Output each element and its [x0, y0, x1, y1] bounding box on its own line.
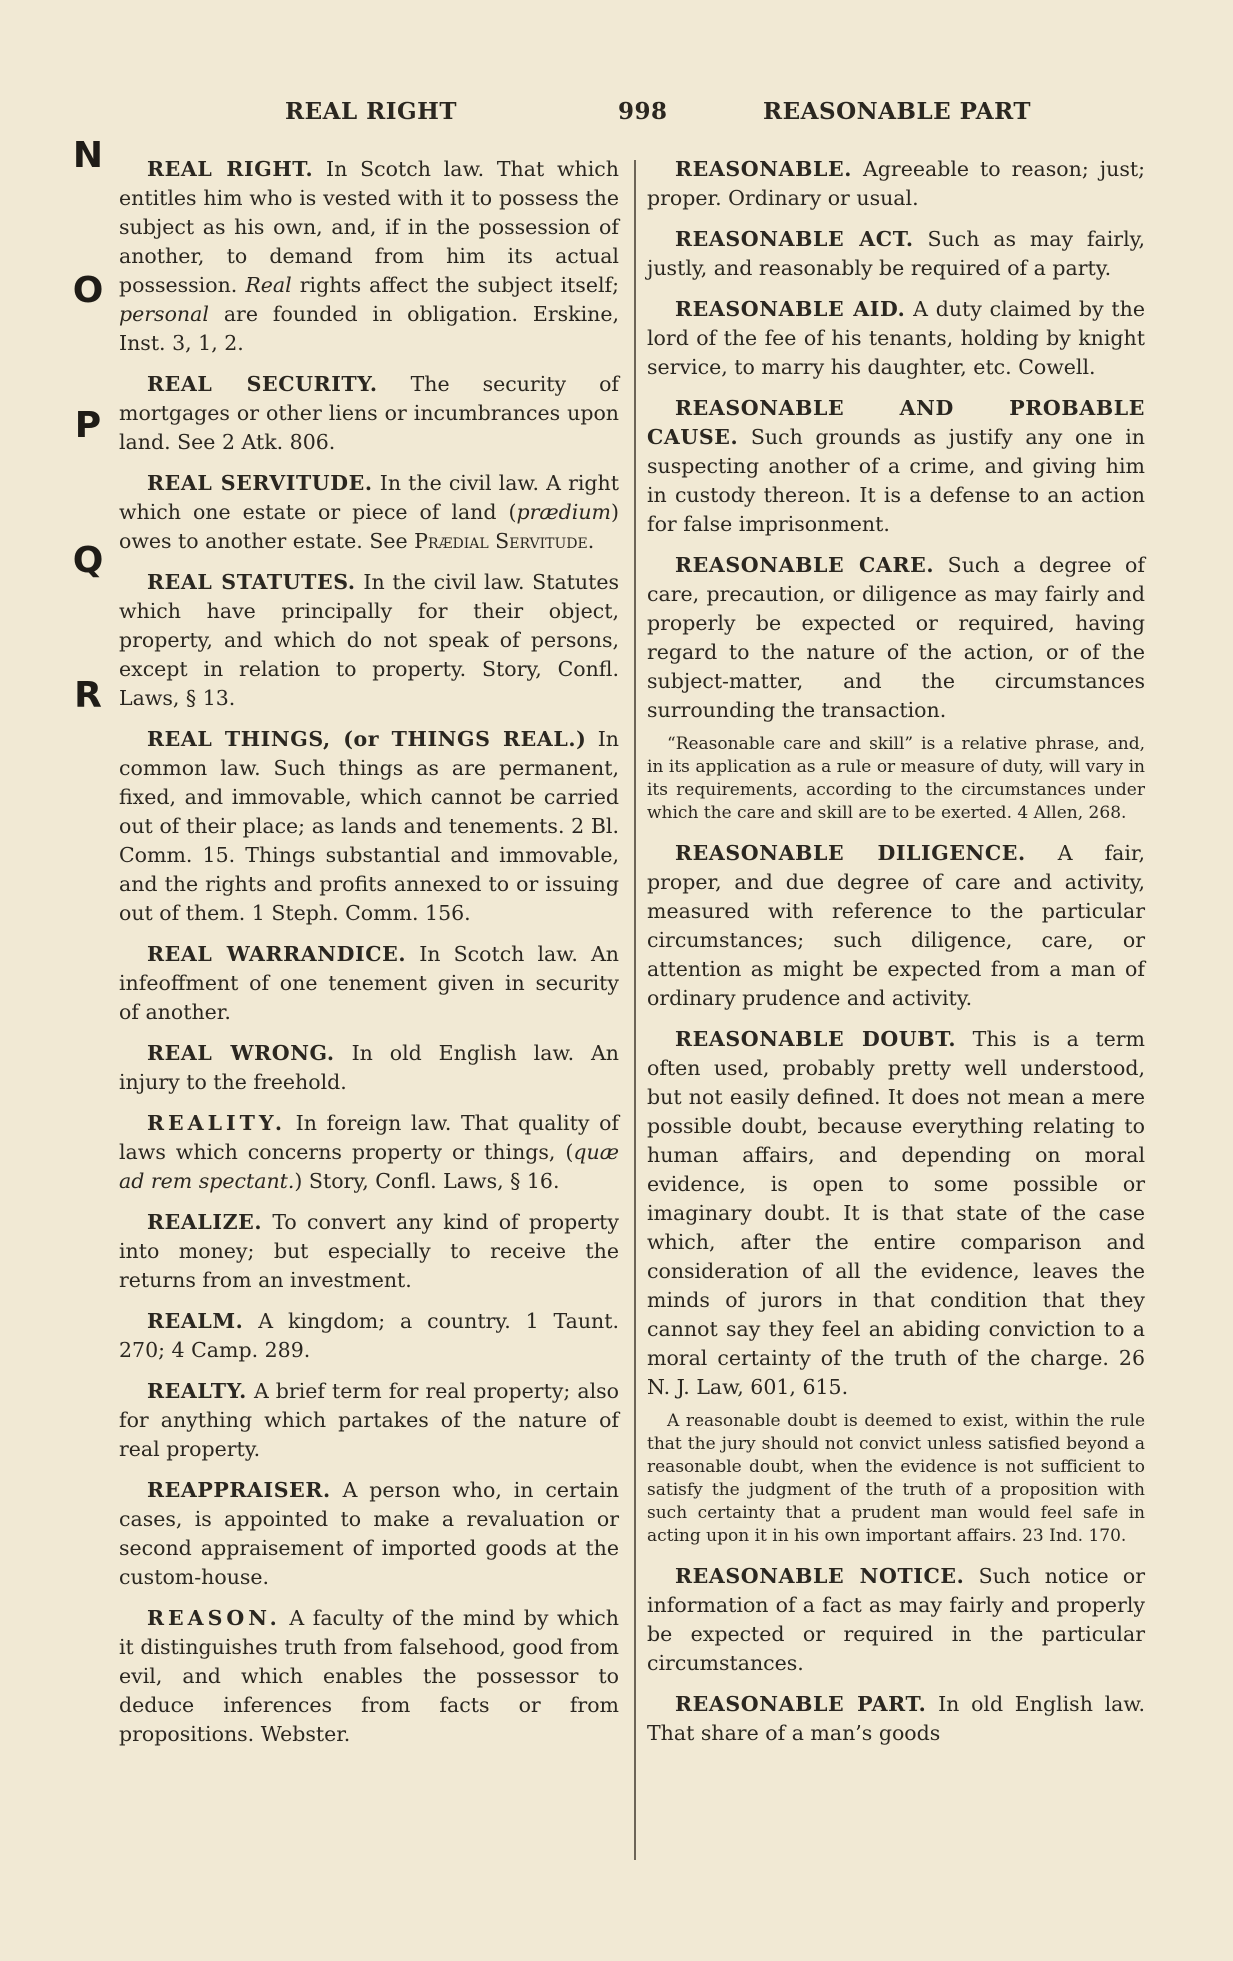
thumb-index: [68, 135, 108, 735]
running-head: [0, 98, 1233, 132]
thumb-letter-q[interactable]: Q: [72, 540, 104, 581]
headword: REASONABLE AND PROBABLE CAUSE.: [647, 396, 1145, 449]
headword: REAL SECURITY.: [147, 372, 378, 396]
headword: REASONABLE NOTICE.: [675, 1564, 965, 1588]
headword: REASONABLE CARE.: [675, 553, 935, 577]
entry-realty: REALTY. A brief term for real property; also for anything which partakes of the nature of real property.: [119, 1379, 619, 1461]
entry-real-security: REAL SECURITY. The security of mortgages or other liens or incumbrances upon land. See 2 Atk. 806.: [119, 372, 620, 454]
entry-reasonable: REASONABLE. Agreeable to reason; just; proper. Ordinary or usual.: [647, 157, 1145, 210]
entry-realm: REALM. A kingdom; a country. 1 Taunt. 270; 4 Camp. 289.: [119, 1309, 619, 1362]
thumb-letter-p[interactable]: P: [74, 405, 102, 446]
headword: REAL WARRANDICE.: [147, 942, 407, 966]
headword: REALTY.: [147, 1379, 247, 1403]
headword: REAL SERVITUDE.: [147, 471, 373, 495]
thumb-letter-o[interactable]: O: [72, 270, 104, 311]
headword: REAL STATUTES.: [147, 570, 356, 594]
cross-reference[interactable]: Prædial Servitude: [414, 529, 588, 553]
entry-reasonable-care: REASONABLE CARE. Such a degree of care, precaution, or diligence as may fairly and properly be expected or required, having regard to the nature of the action, or of the subject-matter, and the circumstances surrounding the transaction.: [647, 553, 1145, 722]
left-column: [119, 155, 619, 1761]
headword: REAL RIGHT.: [147, 157, 314, 181]
running-head-left: REAL RIGHT: [285, 98, 458, 125]
headword: REASONABLE ACT.: [675, 227, 914, 251]
entry-reason: REASON. A faculty of the mind by which it distinguishes truth from falsehood, good from evil, and which enables the possessor to deduce inferences from facts or from propositions. Webster.: [119, 1606, 619, 1746]
entry-reality: REALITY. In foreign law. That quality of laws which concerns property or things, (quæ ad rem spectant.) Story, Confl. Laws, § 16.: [119, 1111, 619, 1193]
entry-real-warrandice: REAL WARRANDICE. In Scotch law. An infeoffment of one tenement given in security of another.: [119, 942, 620, 1024]
entry-reasonable-part: REASONABLE PART. In old English law. That share of a man’s goods: [647, 1692, 1145, 1745]
thumb-letter-n[interactable]: N: [72, 135, 104, 176]
entry-real-statutes: REAL STATUTES. In the civil law. Statutes which have principally for their object, property, and which do not speak of persons, except in relation to property. Story, Confl. Laws, § 13.: [119, 570, 619, 710]
page-number: 998: [618, 98, 668, 125]
entry-real-servitude: REAL SERVITUDE. In the civil law. A right which one estate or piece of land (prædium) owes to another estate. See Prædial Servitude.: [119, 471, 619, 553]
headword: REALIZE.: [147, 1210, 263, 1234]
running-head-right: REASONABLE PART: [763, 98, 1031, 125]
column-divider: [634, 160, 636, 1860]
headword: REASONABLE.: [675, 157, 852, 181]
entry-reasonable-notice: REASONABLE NOTICE. Such notice or information of a fact as may fairly and properly be expected or required in the particular circumstances.: [647, 1564, 1145, 1675]
headword: REALM.: [147, 1309, 244, 1333]
entry-real-things: REAL THINGS, (or THINGS REAL.) In common law. Such things as are permanent, fixed, and immovable, which cannot be carried out of their place; as lands and tenements. 2 Bl. Comm. 15. Things substantial and immovable, and the rights and profits annexed to or issuing out of them. 1 Steph. Comm. 156.: [119, 727, 619, 925]
entry-realize: REALIZE. To convert any kind of property into money; but especially to receive the returns from an investment.: [119, 1210, 619, 1292]
entry-real-wrong: REAL WRONG. In old English law. An injury to the freehold.: [119, 1041, 619, 1094]
headword: REASONABLE DILIGENCE.: [675, 841, 1026, 865]
entry-reasonable-diligence: REASONABLE DILIGENCE. A fair, proper, and due degree of care and activity, measured with reference to the particular circumstances; such diligence, care, or attention as might be expected from a man of ordinary prudence and activity.: [647, 841, 1145, 1010]
entry-reasonable-act: REASONABLE ACT. Such as may fairly, justly, and reasonably be required of a party.: [647, 227, 1145, 280]
headword: REASONABLE DOUBT.: [675, 1027, 957, 1051]
headword: REASONABLE PART.: [675, 1692, 927, 1716]
thumb-letter-r[interactable]: R: [74, 675, 102, 716]
entry-reasonable-aid: REASONABLE AID. A duty claimed by the lord of the fee of his tenants, holding by knight service, to marry his daughter, etc. Cowell.: [647, 297, 1145, 379]
headword: REASON.: [147, 1606, 281, 1630]
entry-reappraiser: REAPPRAISER. A person who, in certain cases, is appointed to make a revaluation or second appraisement of imported goods at the custom-house.: [119, 1478, 619, 1589]
headword: REASONABLE AID.: [675, 297, 906, 321]
entry-reasonable-doubt: REASONABLE DOUBT. This is a term often used, probably pretty well understood, but not easily defined. It does not mean a mere possible doubt, because everything relating to human affairs, and depending on moral evidence, is open to some possible or imaginary doubt. It is that state of the case which, after the entire comparison and consideration of all the evidence, leaves the minds of jurors in that condition that they cannot say they feel an abiding conviction to a moral certainty of the truth of the charge. 26 N. J. Law, 601, 615.: [647, 1027, 1145, 1399]
entry-reasonable-and-probable-cause: REASONABLE AND PROBABLE CAUSE. Such grounds as justify any one in suspecting another of a crime, and giving him in custody thereon. It is a defense to an action for false imprisonment.: [647, 396, 1145, 536]
note-reasonable-care: “Reasonable care and skill” is a relative phrase, and, in its application as a rule or measure of duty, will vary in its requirements, according to the circumstances under which the care and skill are to be exerted. 4 Allen, 268.: [647, 734, 1145, 823]
headword: REAL THINGS, (or THINGS REAL.): [147, 727, 587, 751]
headword: REAL WRONG.: [147, 1041, 335, 1065]
entry-real-right: REAL RIGHT. In Scotch law. That which entitles him who is vested with it to possess the subject as his own, and, if in the possession of another, to demand from him its actual possession. Real rights affect the subject itself; personal are founded in obligation. Erskine, Inst. 3, 1, 2.: [119, 157, 619, 355]
headword: REALITY.: [147, 1111, 286, 1135]
headword: REAPPRAISER.: [147, 1478, 331, 1502]
note-reasonable-doubt: A reasonable doubt is deemed to exist, within the rule that the jury should not convict unless satisfied beyond a reasonable doubt, when the evidence is not sufficient to satisfy the judgment of the truth of a proposition with such certainty that a prudent man would feel safe in acting upon it in his own important affairs. 23 Ind. 170.: [647, 1411, 1145, 1546]
right-column: [647, 155, 1145, 1760]
